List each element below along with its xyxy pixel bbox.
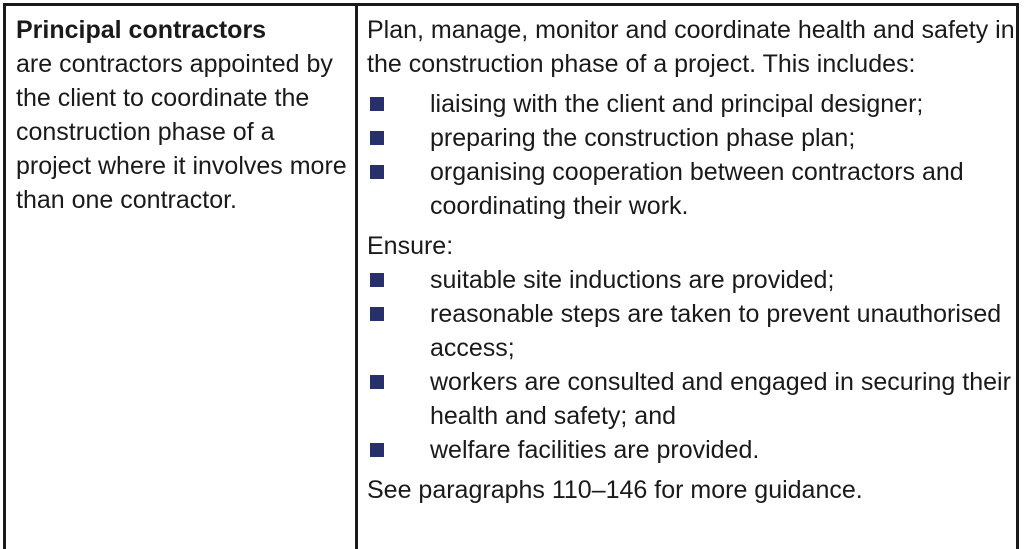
list-item: [367, 297, 1017, 365]
role-term: Principal contractors: [16, 16, 267, 44]
role-definition: are contractors appointed by the client to coordinate the construction phase of a project where it involves more than one contractor.: [16, 50, 347, 214]
list-item: [367, 155, 1017, 223]
list-item-text: workers are consulted and engaged in securing their health and safety; and: [430, 368, 1011, 430]
list-item: [367, 121, 1017, 155]
list-item-text: preparing the construction phase plan;: [430, 124, 856, 152]
duties-table: [3, 3, 1019, 549]
column-divider: [355, 6, 358, 549]
ensure-list: [367, 263, 1017, 467]
square-bullet-icon: [370, 273, 384, 287]
list-item: [367, 365, 1017, 433]
list-item-text: organising cooperation between contractors and coordinating their work.: [430, 158, 964, 220]
list-item-text: liaising with the client and principal designer;: [430, 90, 924, 118]
duties-cell: [367, 13, 1017, 507]
duties-intro: Plan, manage, monitor and coordinate health and safety in the construction phase of a project. This includes:: [367, 16, 1015, 78]
list-item: [367, 433, 1017, 467]
includes-list: [367, 87, 1017, 223]
role-cell: [16, 13, 348, 217]
square-bullet-icon: [370, 97, 384, 111]
list-item: [367, 263, 1017, 297]
list-item: [367, 87, 1017, 121]
list-item-text: reasonable steps are taken to prevent unauthorised access;: [430, 300, 1002, 362]
square-bullet-icon: [370, 165, 384, 179]
square-bullet-icon: [370, 375, 384, 389]
see-also-note: See paragraphs 110–146 for more guidance.: [367, 476, 863, 504]
list-item-text: suitable site inductions are provided;: [430, 266, 835, 294]
square-bullet-icon: [370, 443, 384, 457]
square-bullet-icon: [370, 307, 384, 321]
list-item-text: welfare facilities are provided.: [430, 436, 760, 464]
square-bullet-icon: [370, 131, 384, 145]
ensure-label: Ensure:: [367, 232, 454, 260]
